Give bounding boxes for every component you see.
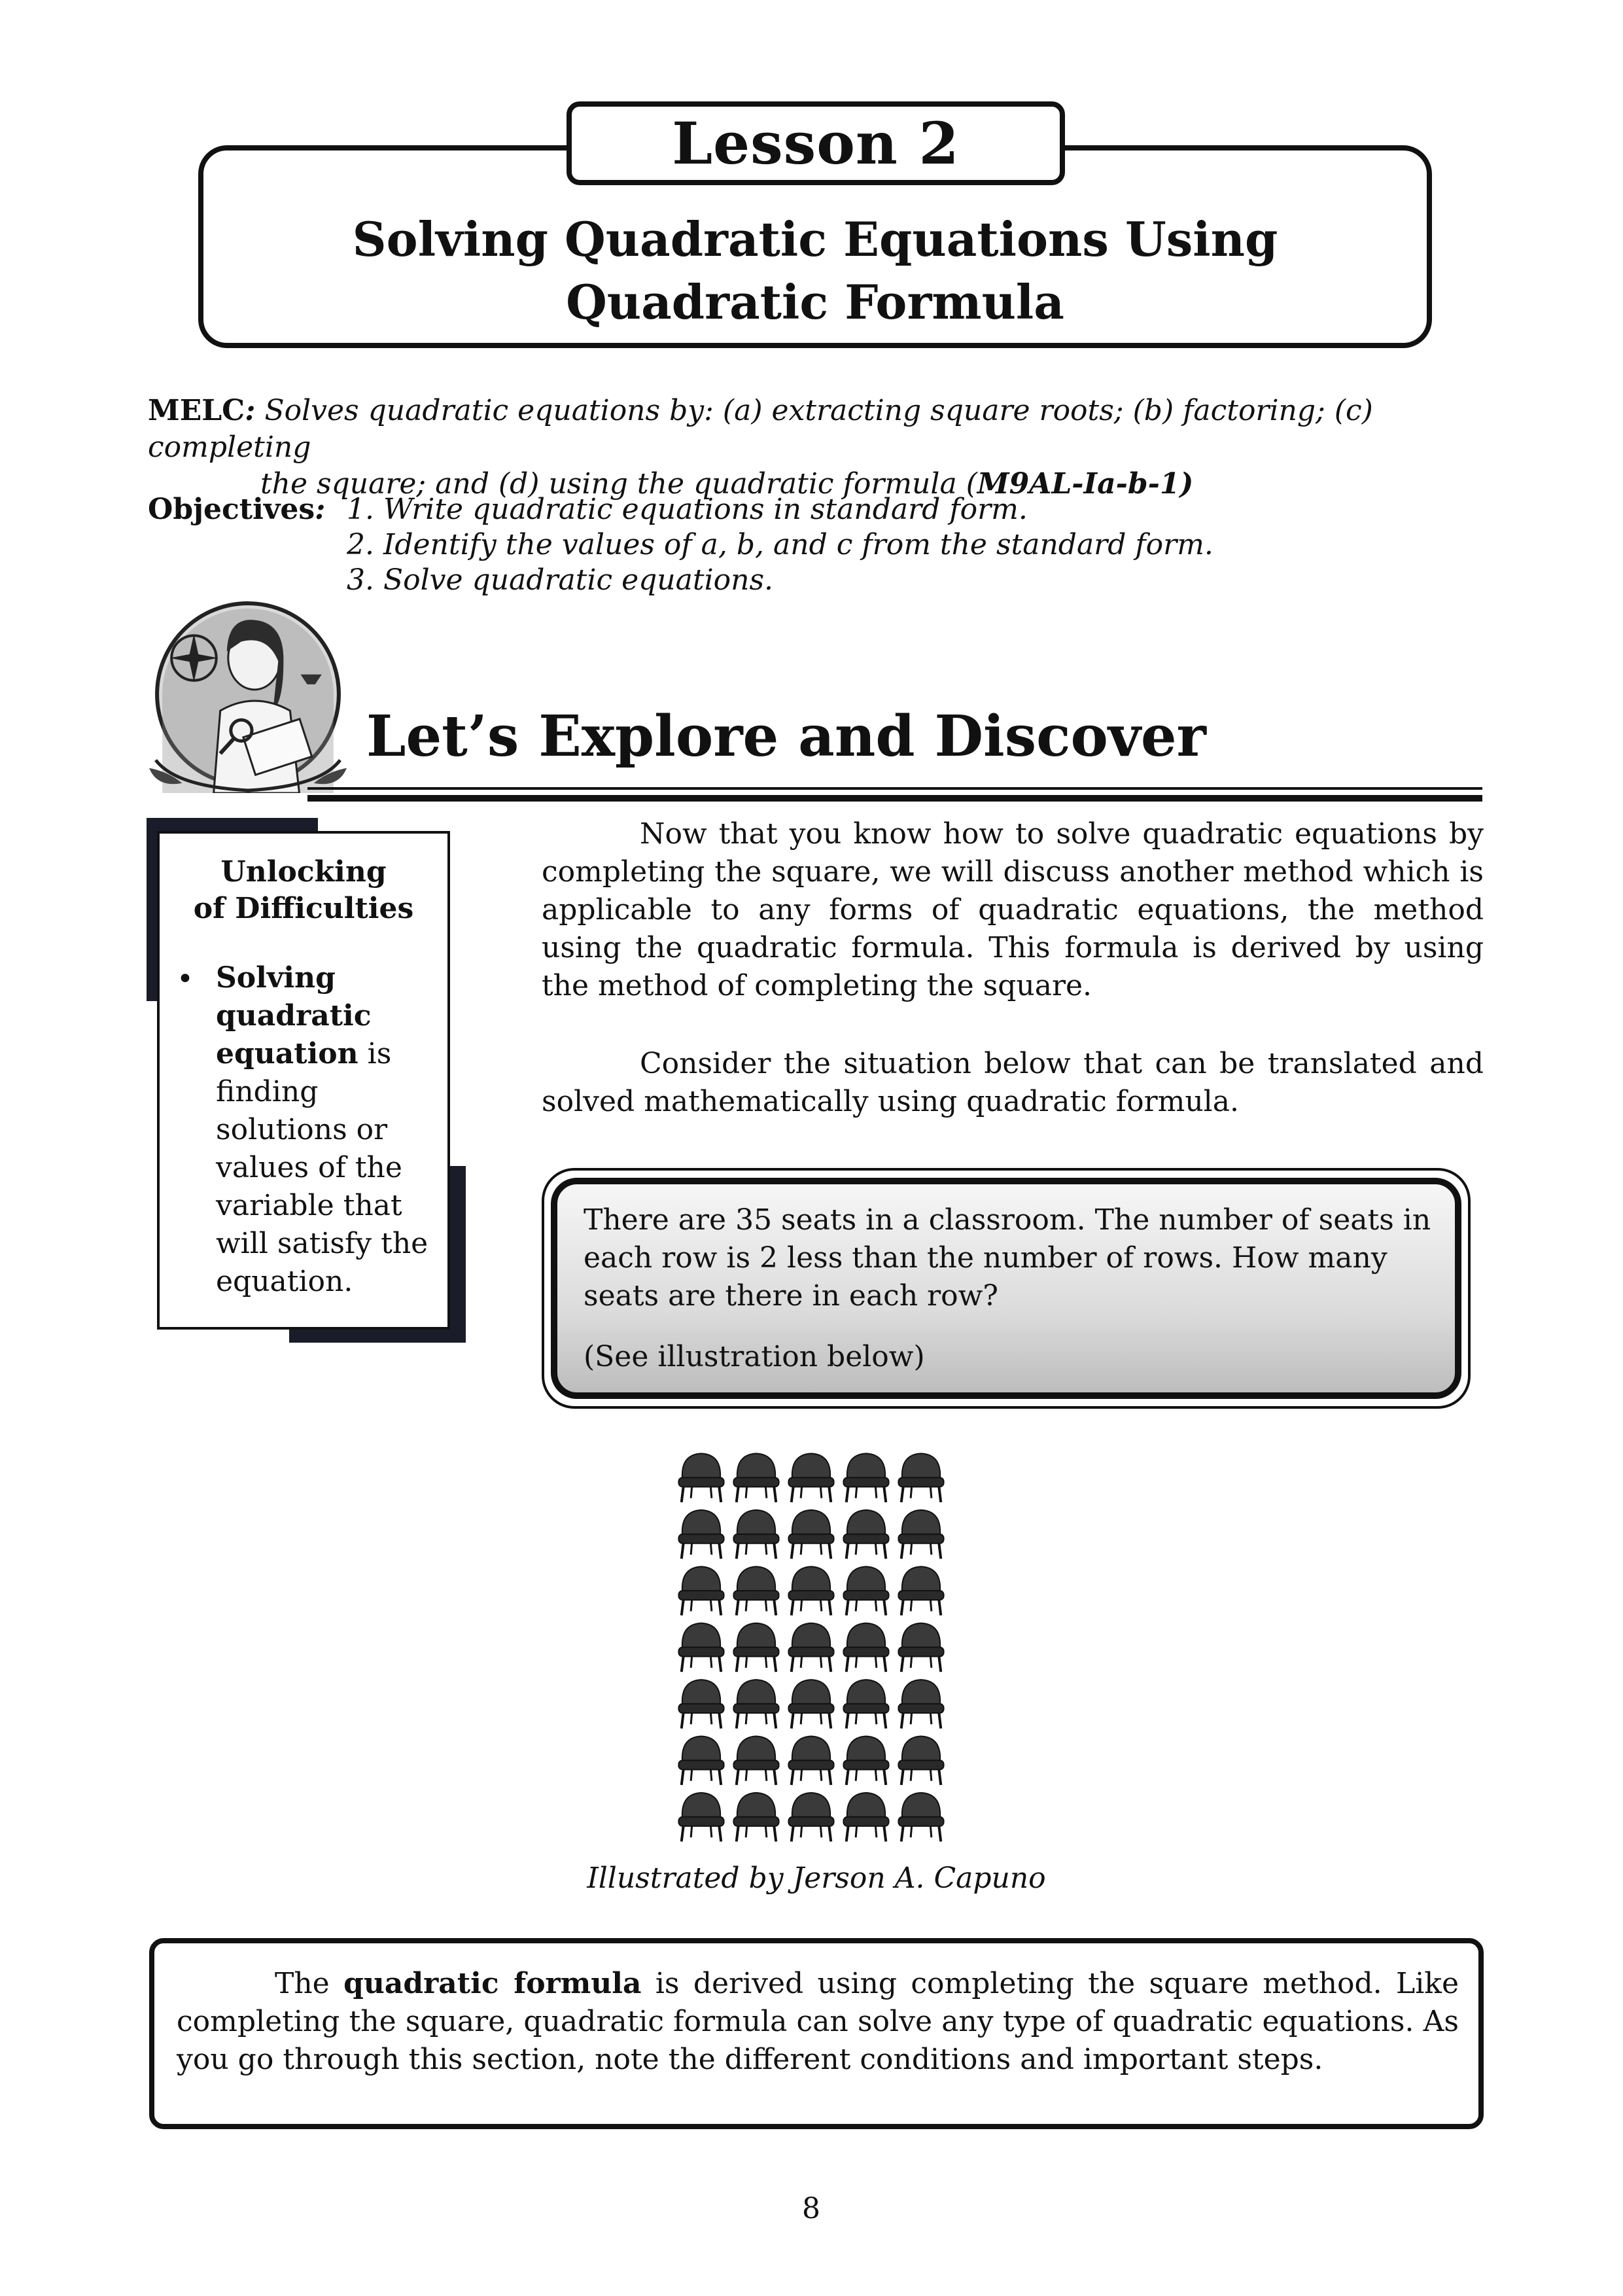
chair-icon [788, 1623, 833, 1672]
chair-icon [678, 1623, 724, 1672]
chair-icon [788, 1736, 833, 1785]
chair-icon [788, 1680, 833, 1729]
chair-icon [733, 1793, 778, 1842]
unlocking-term: Solving quadratic equation [216, 961, 372, 1070]
chair-icon [733, 1680, 778, 1729]
section-rule-thin [307, 787, 1482, 790]
bullet-icon: • [177, 963, 194, 996]
melc-colon: : [245, 394, 256, 427]
chair-icon [843, 1680, 888, 1729]
melc-code: M9AL-Ia-b-1) [977, 467, 1194, 501]
chair-icon [678, 1736, 724, 1785]
section-title: Let’s Explore and Discover [366, 703, 1206, 769]
objective-item: 3. Solve quadratic equations. [347, 563, 774, 597]
page-number: 8 [802, 2192, 820, 2225]
chair-icon [733, 1623, 778, 1672]
chair-icon [898, 1793, 943, 1842]
formula-note-text: The quadratic formula is derived using completing the square method. Like completing the square, quadratic formula can solve any type of quadratic equations. As you go through this section, note the different conditions and important steps. [177, 1967, 1459, 2076]
chair-icon [678, 1453, 724, 1502]
situation-text: There are 35 seats in a classroom. The number of seats in each row is 2 less than the number of rows. How many seats are there in each row? [584, 1203, 1431, 1313]
melc-text-line1: Solves quadratic equations by: (a) extracting square roots; (b) factoring; (c) completing [148, 394, 1373, 464]
lesson-title-line1: Solving Quadratic Equations Using [352, 211, 1278, 267]
chair-icon [733, 1566, 778, 1616]
chair-icon [678, 1566, 724, 1616]
melc-block [148, 393, 1489, 503]
chair-icon [898, 1736, 943, 1785]
chair-icon [843, 1566, 888, 1616]
chair-icon [788, 1453, 833, 1502]
objective-item: 2. Identify the values of a, b, and c from the standard form. [347, 528, 1213, 561]
chair-icon [843, 1793, 888, 1842]
lesson-title [198, 208, 1432, 334]
chair-icon [898, 1623, 943, 1672]
chair-icon [678, 1510, 724, 1559]
chair-icon [733, 1453, 778, 1502]
situation-intro-paragraph: Consider the situation below that can be translated and solved mathematically using quadratic formula. [542, 1047, 1484, 1118]
chair-icon [898, 1453, 943, 1502]
objectives-list [347, 492, 1213, 598]
chair-icon [678, 1793, 724, 1842]
chair-icon [788, 1510, 833, 1559]
chair-icon [733, 1510, 778, 1559]
chair-icon [678, 1680, 724, 1729]
explore-badge-illustration [149, 595, 347, 793]
chair-icon [898, 1566, 943, 1616]
chair-icon [733, 1736, 778, 1785]
chairs-illustration [674, 1449, 949, 1845]
chair-icon [843, 1453, 888, 1502]
lesson-title-line2: Quadratic Formula [566, 274, 1064, 330]
chair-icon [843, 1736, 888, 1785]
chair-icon [843, 1510, 888, 1559]
intro-paragraph: Now that you know how to solve quadratic equations by completing the square, we will discuss another method which is applicable to any forms of quadratic equations, the method using the quadratic formula. This formula is derived by using the method of completing the square. [542, 817, 1484, 1002]
lesson-label: Lesson 2 [567, 101, 1065, 185]
unlocking-heading: Unlocking of Difficulties [193, 855, 414, 925]
unlocking-definition: Solving quadratic equation is finding solutions or values of the variable that will satisfy the equation. [216, 961, 428, 1298]
situation-note: (See illustration below) [584, 1340, 925, 1373]
illustration-credit: Illustrated by Jerson A. Capuno [587, 1862, 1046, 1895]
chair-icon [843, 1623, 888, 1672]
chair-icon [898, 1680, 943, 1729]
objectives-label: Objectives: [148, 493, 326, 526]
objective-item: 1. Write quadratic equations in standard form. [347, 493, 1028, 526]
section-rule-thick [307, 795, 1482, 802]
chair-icon [788, 1566, 833, 1616]
chair-icon [898, 1510, 943, 1559]
chair-icon [788, 1793, 833, 1842]
melc-label: MELC [148, 394, 245, 427]
formula-term: quadratic formula [343, 1967, 642, 2000]
melc-text-line2: the square; and (d) using the quadratic formula ( [260, 467, 977, 501]
